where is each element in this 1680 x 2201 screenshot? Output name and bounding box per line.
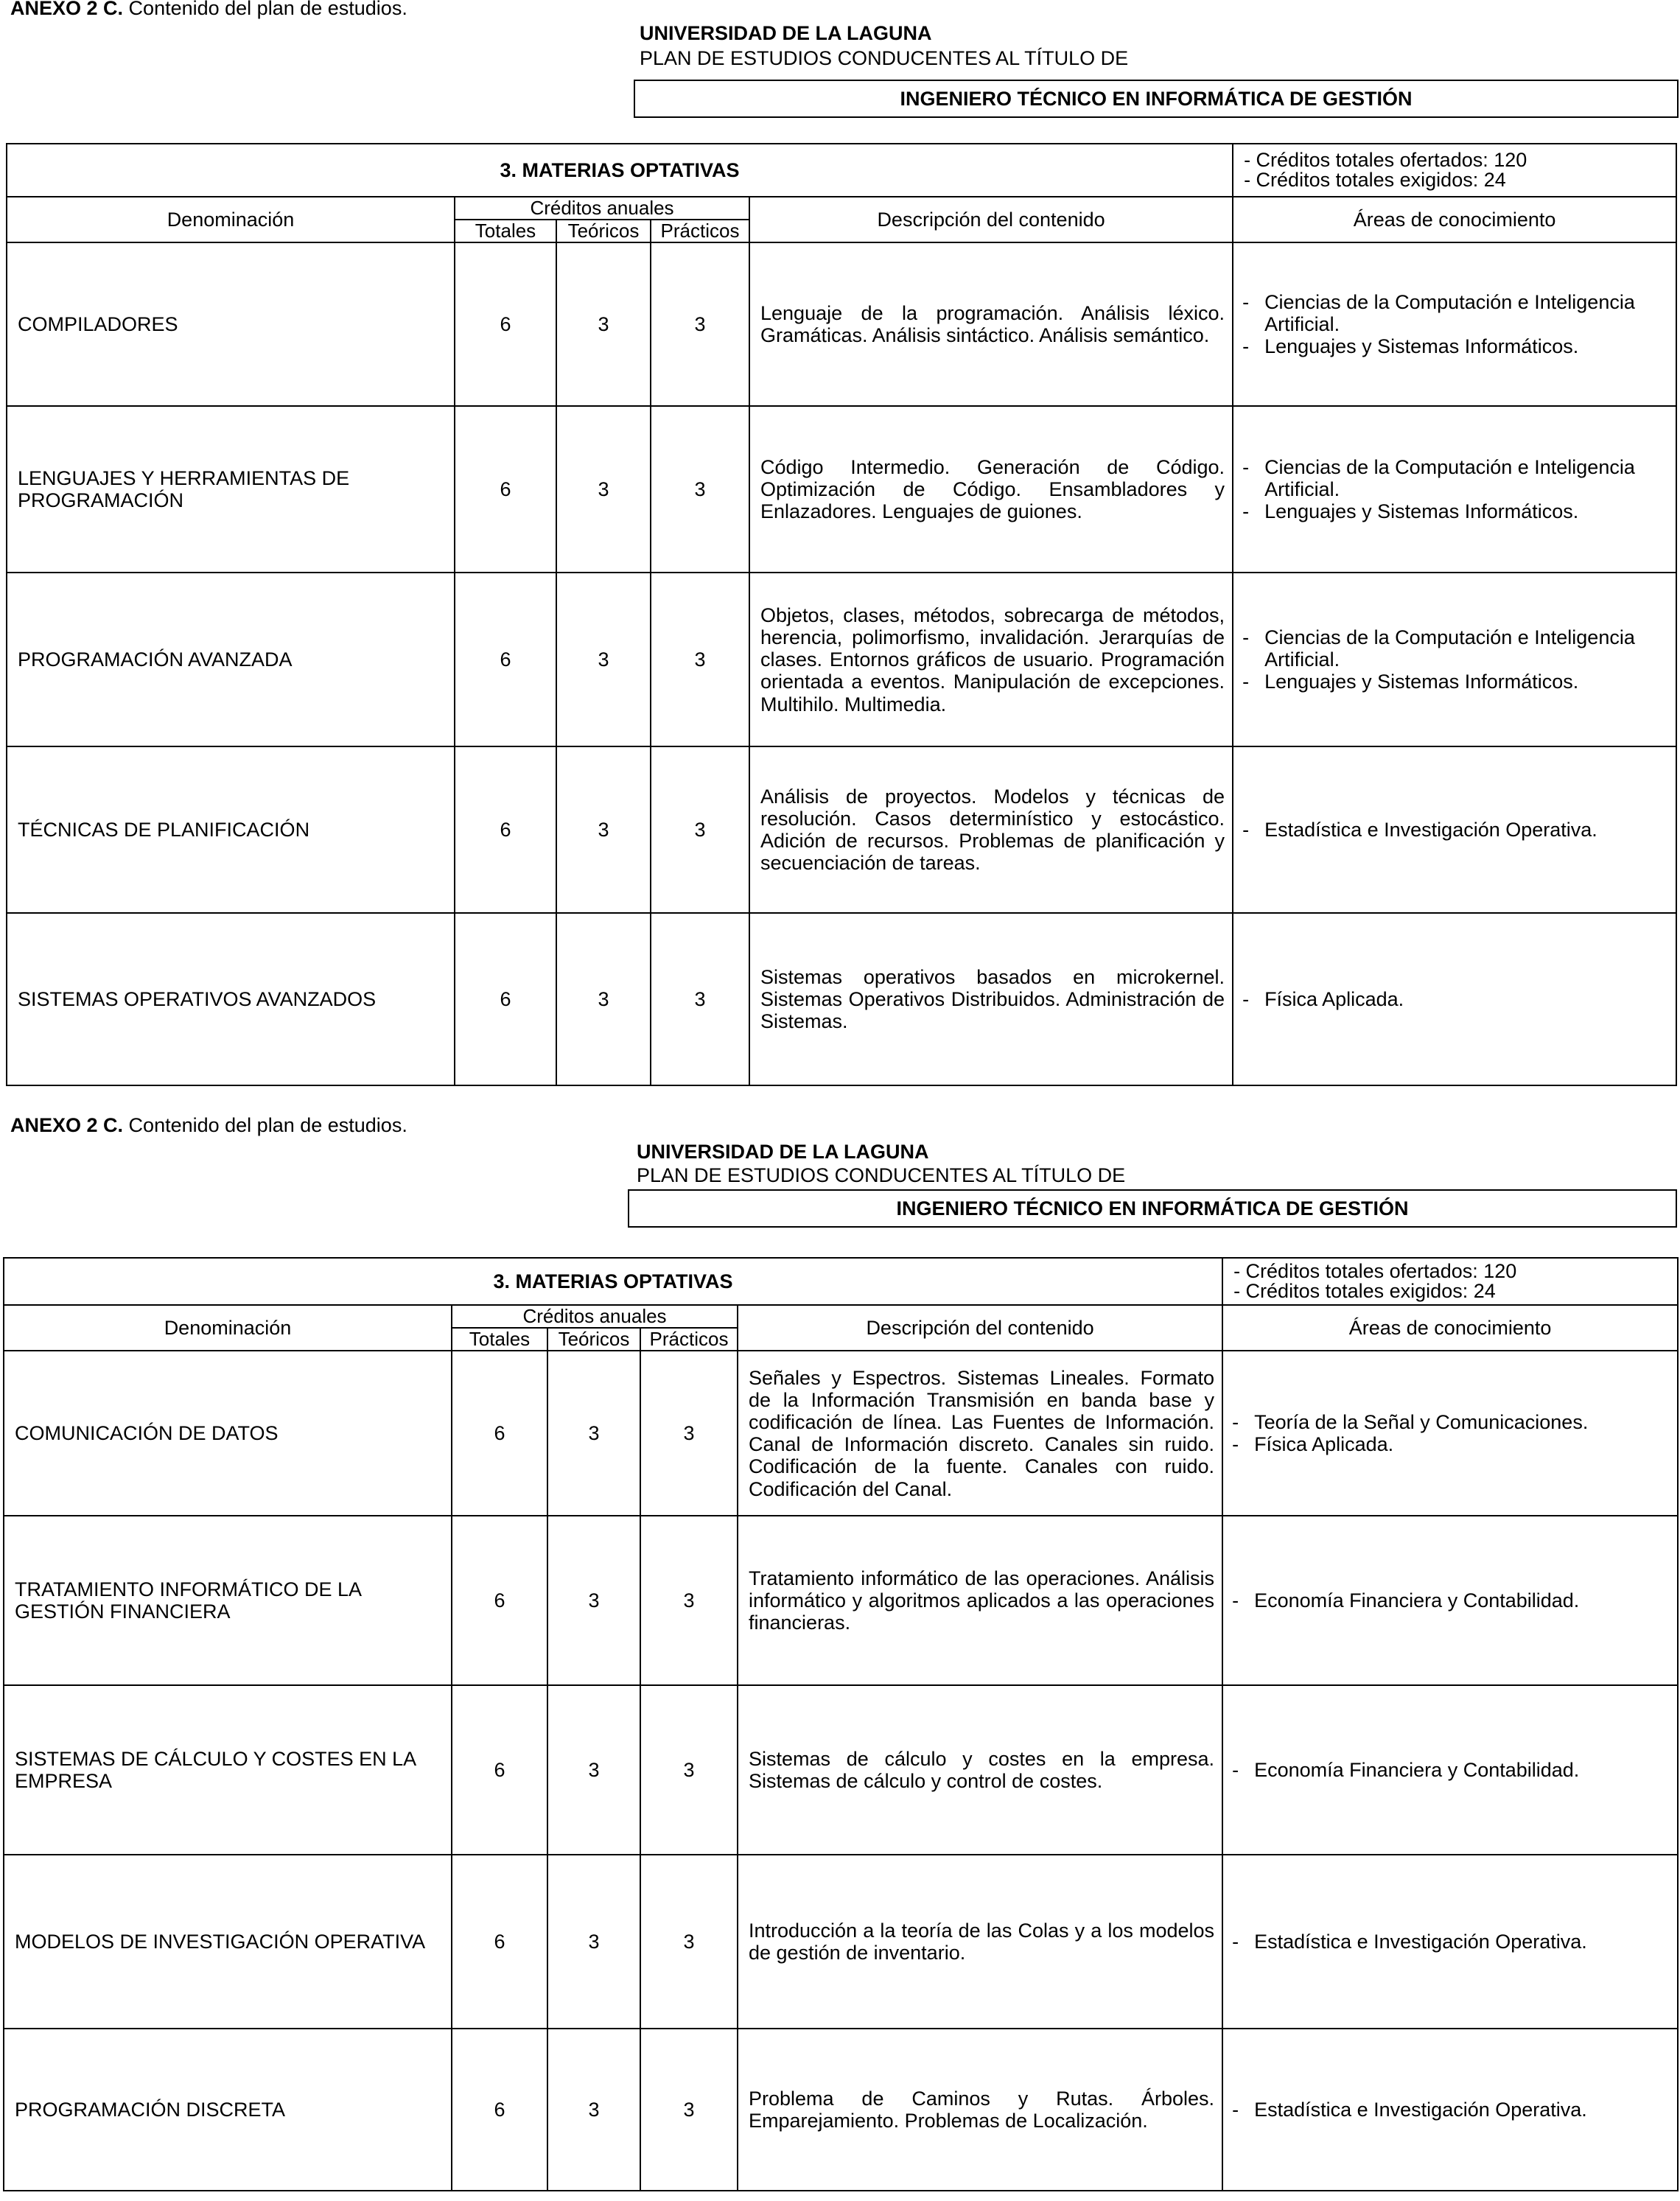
col-header-areas: Áreas de conocimiento bbox=[1233, 197, 1676, 242]
table-title-row bbox=[7, 144, 1676, 197]
col-header-descripcion: Descripción del contenido bbox=[749, 197, 1233, 242]
plan-heading: PLAN DE ESTUDIOS CONDUCENTES AL TÍTULO DE bbox=[640, 47, 1129, 69]
area-item: - Estadística e Investigación Operativa. bbox=[1232, 1931, 1587, 1953]
credits-totales: 6 bbox=[452, 1351, 547, 1516]
university-name: UNIVERSIDAD DE LA LAGUNA bbox=[640, 22, 932, 44]
area-item: - Economía Financiera y Contabilidad. bbox=[1232, 1759, 1580, 1782]
knowledge-areas bbox=[1233, 573, 1676, 746]
subject-name: PROGRAMACIÓN AVANZADA bbox=[7, 573, 455, 746]
area-item: - Lenguajes y Sistemas Informáticos. bbox=[1242, 671, 1579, 693]
credits-required: - Créditos totales exigidos: 24 bbox=[1244, 169, 1506, 191]
knowledge-areas bbox=[1222, 1685, 1678, 1855]
credits-required: - Créditos totales exigidos: 24 bbox=[1233, 1280, 1496, 1302]
knowledge-areas bbox=[1233, 913, 1676, 1085]
area-item: - Lenguajes y Sistemas Informáticos. bbox=[1242, 335, 1579, 358]
area-item: - Ciencias de la Computación e Inteligencia Artificial. bbox=[1242, 455, 1635, 501]
credits-offered: - Créditos totales ofertados: 120 bbox=[1233, 1260, 1517, 1282]
credits-teoricos: 3 bbox=[556, 406, 651, 573]
area-item: - Estadística e Investigación Operativa. bbox=[1242, 819, 1597, 841]
credits-teoricos: 3 bbox=[547, 2029, 640, 2191]
table-row bbox=[7, 573, 1676, 746]
col-header-practicos: Prácticos bbox=[651, 220, 749, 242]
knowledge-areas bbox=[1222, 1351, 1678, 1516]
subject-description: Sistemas operativos basados en microkernel. Sistemas Operativos Distribuidos. Administración de Sistemas. bbox=[749, 913, 1233, 1085]
col-header-teoricos: Teóricos bbox=[556, 220, 651, 242]
subject-name: LENGUAJES Y HERRAMIENTAS DE PROGRAMACIÓN bbox=[7, 406, 455, 573]
subject-description: Tratamiento informático de las operaciones. Análisis informático y algoritmos aplicados a las operaciones financieras. bbox=[738, 1516, 1222, 1685]
credits-summary bbox=[1222, 1258, 1678, 1305]
knowledge-areas bbox=[1222, 1855, 1678, 2029]
subject-name: MODELOS DE INVESTIGACIÓN OPERATIVA bbox=[4, 1855, 452, 2029]
col-header-totales: Totales bbox=[452, 1328, 547, 1351]
credits-teoricos: 3 bbox=[547, 1351, 640, 1516]
subject-name: COMPILADORES bbox=[7, 242, 455, 406]
anexo-label: ANEXO 2 C. bbox=[10, 0, 124, 19]
table-row bbox=[7, 913, 1676, 1085]
subject-description: Problema de Caminos y Rutas. Árboles. Emparejamiento. Problemas de Localización. bbox=[738, 2029, 1222, 2191]
credits-totales: 6 bbox=[455, 913, 556, 1085]
col-header-areas: Áreas de conocimiento bbox=[1222, 1305, 1678, 1351]
credits-totales: 6 bbox=[455, 746, 556, 913]
credits-teoricos: 3 bbox=[547, 1685, 640, 1855]
subject-description: Señales y Espectros. Sistemas Lineales. Formato de la Información Transmisión en banda base y codificación de línea. Las Fuentes de Información. Canal de Información discreto. Canales sin ruido. Codificación de la fuente. Canales con ruido. Codificación del Canal. bbox=[738, 1351, 1222, 1516]
section-title: 3. MATERIAS OPTATIVAS bbox=[4, 1258, 1222, 1305]
subject-name: SISTEMAS OPERATIVOS AVANZADOS bbox=[7, 913, 455, 1085]
table-row bbox=[7, 406, 1676, 573]
optional-subjects-table bbox=[3, 1257, 1679, 2191]
table-row bbox=[4, 1685, 1678, 1855]
subject-name: SISTEMAS DE CÁLCULO Y COSTES EN LA EMPRESA bbox=[4, 1685, 452, 1855]
anexo-heading bbox=[10, 1114, 407, 1137]
credits-teoricos: 3 bbox=[556, 913, 651, 1085]
col-header-creditos-anuales: Créditos anuales bbox=[455, 197, 749, 220]
header-row bbox=[7, 197, 1676, 220]
table-row bbox=[4, 1516, 1678, 1685]
credits-totales: 6 bbox=[452, 1516, 547, 1685]
credits-practicos: 3 bbox=[651, 406, 749, 573]
subject-name: TÉCNICAS DE PLANIFICACIÓN bbox=[7, 746, 455, 913]
area-item: - Teoría de la Señal y Comunicaciones. bbox=[1232, 1410, 1589, 1433]
credits-totales: 6 bbox=[452, 2029, 547, 2191]
col-header-creditos-anuales: Créditos anuales bbox=[452, 1305, 738, 1328]
knowledge-areas bbox=[1222, 1516, 1678, 1685]
area-item: - Ciencias de la Computación e Inteligencia Artificial. bbox=[1242, 626, 1635, 671]
credits-practicos: 3 bbox=[640, 1685, 738, 1855]
credits-totales: 6 bbox=[452, 1855, 547, 2029]
table-row bbox=[4, 1351, 1678, 1516]
credits-offered: - Créditos totales ofertados: 120 bbox=[1244, 149, 1527, 171]
area-item: - Física Aplicada. bbox=[1232, 1433, 1394, 1456]
col-header-denominacion: Denominación bbox=[4, 1305, 452, 1351]
col-header-descripcion: Descripción del contenido bbox=[738, 1305, 1222, 1351]
subject-description: Sistemas de cálculo y costes en la empresa. Sistemas de cálculo y control de costes. bbox=[738, 1685, 1222, 1855]
credits-totales: 6 bbox=[455, 573, 556, 746]
col-header-totales: Totales bbox=[455, 220, 556, 242]
credits-practicos: 3 bbox=[651, 746, 749, 913]
area-item: - Lenguajes y Sistemas Informáticos. bbox=[1242, 500, 1579, 523]
credits-practicos: 3 bbox=[640, 1516, 738, 1685]
table-title-row bbox=[4, 1258, 1678, 1305]
degree-title-box bbox=[634, 80, 1679, 118]
table-row bbox=[7, 746, 1676, 913]
col-header-practicos: Prácticos bbox=[640, 1328, 738, 1351]
subject-description: Introducción a la teoría de las Colas y a los modelos de gestión de inventario. bbox=[738, 1855, 1222, 2029]
table-row bbox=[4, 1855, 1678, 2029]
subject-description: Análisis de proyectos. Modelos y técnicas de resolución. Casos determinístico y estocástico. Adición de recursos. Problemas de planificación y secuenciación de tareas. bbox=[749, 746, 1233, 913]
subject-description: Objetos, clases, métodos, sobrecarga de métodos, herencia, polimorfismo, invalidación. Jerarquías de clases. Entornos gráficos de usuario. Programación orientada a eventos. Manipulación de excepciones. Multihilo. Multimedia. bbox=[749, 573, 1233, 746]
knowledge-areas bbox=[1233, 242, 1676, 406]
knowledge-areas bbox=[1233, 406, 1676, 573]
col-header-denominacion: Denominación bbox=[7, 197, 455, 242]
subject-name: PROGRAMACIÓN DISCRETA bbox=[4, 2029, 452, 2191]
anexo-text: Contenido del plan de estudios. bbox=[123, 0, 407, 19]
col-header-teoricos: Teóricos bbox=[547, 1328, 640, 1351]
credits-teoricos: 3 bbox=[556, 573, 651, 746]
credits-practicos: 3 bbox=[640, 2029, 738, 2191]
plan-heading: PLAN DE ESTUDIOS CONDUCENTES AL TÍTULO DE bbox=[637, 1164, 1126, 1186]
optional-subjects-table bbox=[6, 143, 1677, 1086]
knowledge-areas bbox=[1233, 746, 1676, 913]
university-name: UNIVERSIDAD DE LA LAGUNA bbox=[637, 1141, 929, 1163]
credits-teoricos: 3 bbox=[547, 1855, 640, 2029]
area-item: - Estadística e Investigación Operativa. bbox=[1232, 2099, 1587, 2121]
credits-teoricos: 3 bbox=[556, 242, 651, 406]
subject-description: Lenguaje de la programación. Análisis léxico. Gramáticas. Análisis sintáctico. Análisis semántico. bbox=[749, 242, 1233, 406]
anexo-heading bbox=[10, 0, 407, 20]
credits-practicos: 3 bbox=[640, 1351, 738, 1516]
section-title: 3. MATERIAS OPTATIVAS bbox=[7, 144, 1233, 197]
credits-totales: 6 bbox=[455, 406, 556, 573]
credits-teoricos: 3 bbox=[547, 1516, 640, 1685]
header-row bbox=[4, 1305, 1678, 1328]
credits-teoricos: 3 bbox=[556, 746, 651, 913]
credits-totales: 6 bbox=[452, 1685, 547, 1855]
subject-name: COMUNICACIÓN DE DATOS bbox=[4, 1351, 452, 1516]
credits-summary bbox=[1233, 144, 1676, 197]
degree-title-box bbox=[628, 1189, 1677, 1228]
credits-practicos: 3 bbox=[651, 573, 749, 746]
subject-name: TRATAMIENTO INFORMÁTICO DE LA GESTIÓN FINANCIERA bbox=[4, 1516, 452, 1685]
knowledge-areas bbox=[1222, 2029, 1678, 2191]
anexo-label: ANEXO 2 C. bbox=[10, 1114, 124, 1136]
credits-totales: 6 bbox=[455, 242, 556, 406]
area-item: - Ciencias de la Computación e Inteligencia Artificial. bbox=[1242, 290, 1635, 336]
table-row bbox=[7, 242, 1676, 406]
anexo-text: Contenido del plan de estudios. bbox=[123, 1114, 407, 1136]
subject-description: Código Intermedio. Generación de Código. Optimización de Código. Ensambladores y Enlazadores. Lenguajes de guiones. bbox=[749, 406, 1233, 573]
degree-title: INGENIERO TÉCNICO EN INFORMÁTICA DE GESTIÓN bbox=[896, 1197, 1409, 1220]
area-item: - Física Aplicada. bbox=[1242, 988, 1404, 1011]
credits-practicos: 3 bbox=[640, 1855, 738, 2029]
degree-title: INGENIERO TÉCNICO EN INFORMÁTICA DE GESTIÓN bbox=[900, 87, 1413, 110]
table-row bbox=[4, 2029, 1678, 2191]
credits-practicos: 3 bbox=[651, 913, 749, 1085]
area-item: - Economía Financiera y Contabilidad. bbox=[1232, 1589, 1580, 1612]
credits-practicos: 3 bbox=[651, 242, 749, 406]
